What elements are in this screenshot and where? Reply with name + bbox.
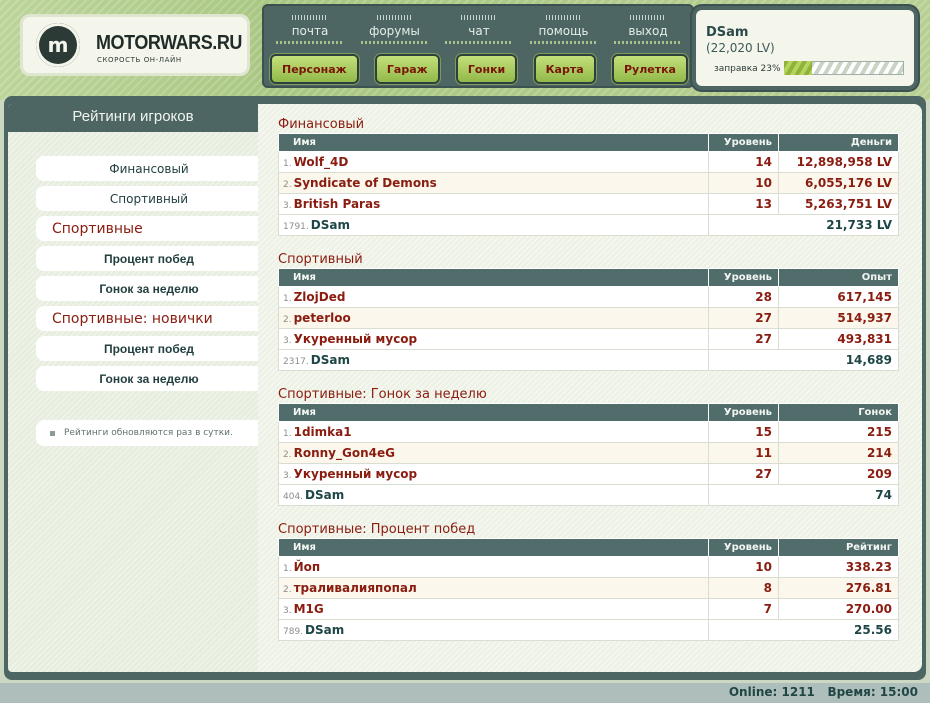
player-name-link[interactable]: DSam [310, 353, 350, 367]
rating-section-title: Спортивные: Процент побед [278, 522, 476, 537]
rating-table [278, 403, 899, 506]
column-header[interactable]: Имя [279, 404, 709, 422]
player-value: 14,689 [709, 350, 899, 371]
player-cell [279, 173, 709, 194]
logo-name: MOTORWARS.RU [96, 32, 242, 54]
player-rank: 3. [283, 606, 292, 616]
tick-decor-icon [546, 15, 582, 20]
column-header[interactable]: Уровень [709, 539, 779, 557]
player-level: 10 [709, 173, 779, 194]
garage-button[interactable]: Гараж [377, 56, 438, 82]
player-level: 8 [709, 578, 779, 599]
player-level: 7 [709, 599, 779, 620]
menu-forums[interactable]: форумы [357, 10, 433, 44]
player-value: 270.00 [779, 599, 899, 620]
main-frame [4, 96, 926, 680]
player-name-link[interactable]: M1G [293, 602, 324, 616]
rating-section-title: Спортивные: Гонок за неделю [278, 387, 487, 402]
rating-section-title: Спортивный [278, 252, 363, 267]
player-cell [279, 308, 709, 329]
fuel-progress-fill [784, 61, 812, 75]
player-rank: 3. [283, 336, 292, 346]
player-cell [279, 194, 709, 215]
player-rank: 2. [283, 450, 292, 460]
player-value: 6,055,176 LV [779, 173, 899, 194]
player-name-link[interactable]: Йоп [293, 560, 321, 574]
top-menu [272, 10, 686, 46]
player-cell [279, 464, 709, 485]
player-cell [279, 152, 709, 173]
menu-help[interactable]: помощь [526, 10, 602, 44]
player-value: 338.23 [779, 557, 899, 578]
rating-table [278, 538, 899, 641]
player-rank: 1. [283, 429, 292, 439]
player-rank: 1. [283, 564, 292, 574]
rating-section [278, 386, 898, 506]
player-name-link[interactable]: траливалияпопал [293, 581, 417, 595]
player-name-link[interactable]: DSam [305, 623, 345, 637]
player-level: 15 [709, 422, 779, 443]
player-value: 21,733 LV [709, 215, 899, 236]
player-rank: 404. [283, 492, 304, 502]
header [0, 0, 930, 100]
player-value: 514,937 [779, 308, 899, 329]
table-row [279, 557, 899, 578]
table-row [279, 599, 899, 620]
column-header[interactable]: Деньги [779, 134, 899, 152]
table-header-row [279, 134, 899, 152]
own-rank-row [279, 215, 899, 236]
table-row [279, 329, 899, 350]
fuel-label: заправка 23% [714, 64, 781, 74]
online-count: Online: 1211 [728, 685, 815, 699]
menu-chat[interactable]: чат [441, 10, 517, 44]
sidebar-heading: Спортивные [36, 216, 258, 241]
character-button[interactable]: Персонаж [272, 56, 357, 82]
sidebar [8, 104, 258, 672]
player-cell [279, 422, 709, 443]
player-cell [279, 215, 709, 236]
player-cell [279, 329, 709, 350]
player-level: 10 [709, 557, 779, 578]
player-cell [279, 620, 709, 641]
player-level: 14 [709, 152, 779, 173]
player-rank: 2. [283, 585, 292, 595]
status-footer [0, 683, 930, 703]
tick-decor-icon [292, 15, 328, 20]
player-name-link[interactable]: British Paras [293, 197, 381, 211]
player-value: 493,831 [779, 329, 899, 350]
player-rank: 1791. [283, 222, 309, 232]
player-name-link[interactable]: 1dimka1 [293, 425, 352, 439]
player-cell [279, 599, 709, 620]
table-row [279, 422, 899, 443]
sidebar-item[interactable]: Финансовый [36, 156, 258, 181]
table-header-row [279, 269, 899, 287]
player-rank: 2. [283, 180, 292, 190]
menu-mail[interactable]: почта [272, 10, 348, 44]
map-button[interactable]: Карта [536, 56, 594, 82]
sidebar-title: Рейтинги игроков [8, 104, 258, 132]
player-level: 27 [709, 329, 779, 350]
player-cell [279, 350, 709, 371]
player-name-link[interactable]: DSam [310, 218, 350, 232]
player-cell [279, 578, 709, 599]
player-rank: 2. [283, 315, 292, 325]
player-rank: 789. [283, 627, 304, 637]
player-name-link[interactable]: Syndicate of Demons [293, 176, 437, 190]
sidebar-heading: Спортивные: новички [36, 306, 258, 331]
user-money: (22,020 LV) [706, 41, 775, 55]
table-row [279, 578, 899, 599]
races-button[interactable]: Гонки [458, 56, 515, 82]
player-value: 276.81 [779, 578, 899, 599]
table-row [279, 287, 899, 308]
ratings-content [258, 104, 922, 672]
sidebar-note [36, 420, 258, 446]
column-header[interactable]: Имя [279, 134, 709, 152]
player-level: 11 [709, 443, 779, 464]
player-level: 27 [709, 308, 779, 329]
column-header[interactable]: Имя [279, 269, 709, 287]
table-header-row [279, 404, 899, 422]
column-header[interactable]: Имя [279, 539, 709, 557]
sidebar-note-text: Рейтинги обновляются раз в сутки. [64, 428, 233, 438]
table-row [279, 173, 899, 194]
player-name-link[interactable]: peterloo [293, 311, 351, 325]
rating-table [278, 133, 899, 236]
roulette-button[interactable]: Рулетка [614, 56, 686, 82]
bullet-icon [50, 431, 55, 436]
logo-emblem-icon: m [36, 23, 80, 67]
player-rank: 3. [283, 471, 292, 481]
player-name-link[interactable]: Ronny_Gon4eG [293, 446, 395, 460]
player-name-link[interactable]: Укуренный мусор [293, 467, 418, 481]
main-buttons [272, 56, 686, 82]
player-value: 74 [709, 485, 899, 506]
player-cell [279, 443, 709, 464]
player-level: 27 [709, 464, 779, 485]
fuel-progress-bar [784, 61, 904, 75]
column-header[interactable]: Уровень [709, 404, 779, 422]
sidebar-list [36, 156, 258, 396]
player-value: 215 [779, 422, 899, 443]
player-name-link[interactable]: Укуренный мусор [293, 332, 418, 346]
table-header-row [279, 539, 899, 557]
site-logo[interactable] [20, 14, 250, 76]
own-rank-row [279, 620, 899, 641]
player-rank: 3. [283, 201, 292, 211]
column-header[interactable]: Опыт [779, 269, 899, 287]
player-cell [279, 557, 709, 578]
tick-decor-icon [461, 15, 497, 20]
rating-section [278, 521, 898, 641]
player-value: 25.56 [709, 620, 899, 641]
table-row [279, 152, 899, 173]
rating-section [278, 251, 898, 371]
menu-logout[interactable]: выход [610, 10, 686, 44]
table-row [279, 464, 899, 485]
tick-decor-icon [630, 15, 666, 20]
player-value: 209 [779, 464, 899, 485]
player-value: 12,898,958 LV [779, 152, 899, 173]
logo-tagline: СКОРОСТЬ ОН-ЛАЙН [97, 56, 182, 64]
column-header[interactable]: Гонок [779, 404, 899, 422]
player-rank: 2317. [283, 357, 309, 367]
column-header[interactable]: Рейтинг [779, 539, 899, 557]
rating-section-title: Финансовый [278, 117, 365, 132]
player-value: 617,145 [779, 287, 899, 308]
sidebar-item[interactable]: Процент побед [36, 336, 258, 361]
user-name[interactable]: DSam [706, 25, 749, 40]
table-row [279, 194, 899, 215]
player-cell [279, 485, 709, 506]
sidebar-item[interactable]: Процент побед [36, 246, 258, 271]
own-rank-row [279, 350, 899, 371]
rating-section [278, 116, 898, 236]
nav-panel [262, 4, 694, 88]
rating-table [278, 268, 899, 371]
table-row [279, 443, 899, 464]
column-header[interactable]: Уровень [709, 269, 779, 287]
player-name-link[interactable]: ZlojDed [293, 290, 346, 304]
sidebar-item[interactable]: Гонок за неделю [36, 276, 258, 301]
own-rank-row [279, 485, 899, 506]
sidebar-item[interactable]: Спортивный [36, 186, 258, 211]
player-level: 28 [709, 287, 779, 308]
tick-decor-icon [377, 15, 413, 20]
sidebar-item[interactable]: Гонок за неделю [36, 366, 258, 391]
player-name-link[interactable]: Wolf_4D [293, 155, 349, 169]
player-rank: 1. [283, 159, 292, 169]
player-value: 5,263,751 LV [779, 194, 899, 215]
table-row [279, 308, 899, 329]
user-panel [696, 10, 914, 86]
player-name-link[interactable]: DSam [305, 488, 345, 502]
player-cell [279, 287, 709, 308]
column-header[interactable]: Уровень [709, 134, 779, 152]
server-time: Время: 15:00 [827, 685, 918, 699]
player-rank: 1. [283, 294, 292, 304]
player-level: 13 [709, 194, 779, 215]
player-value: 214 [779, 443, 899, 464]
